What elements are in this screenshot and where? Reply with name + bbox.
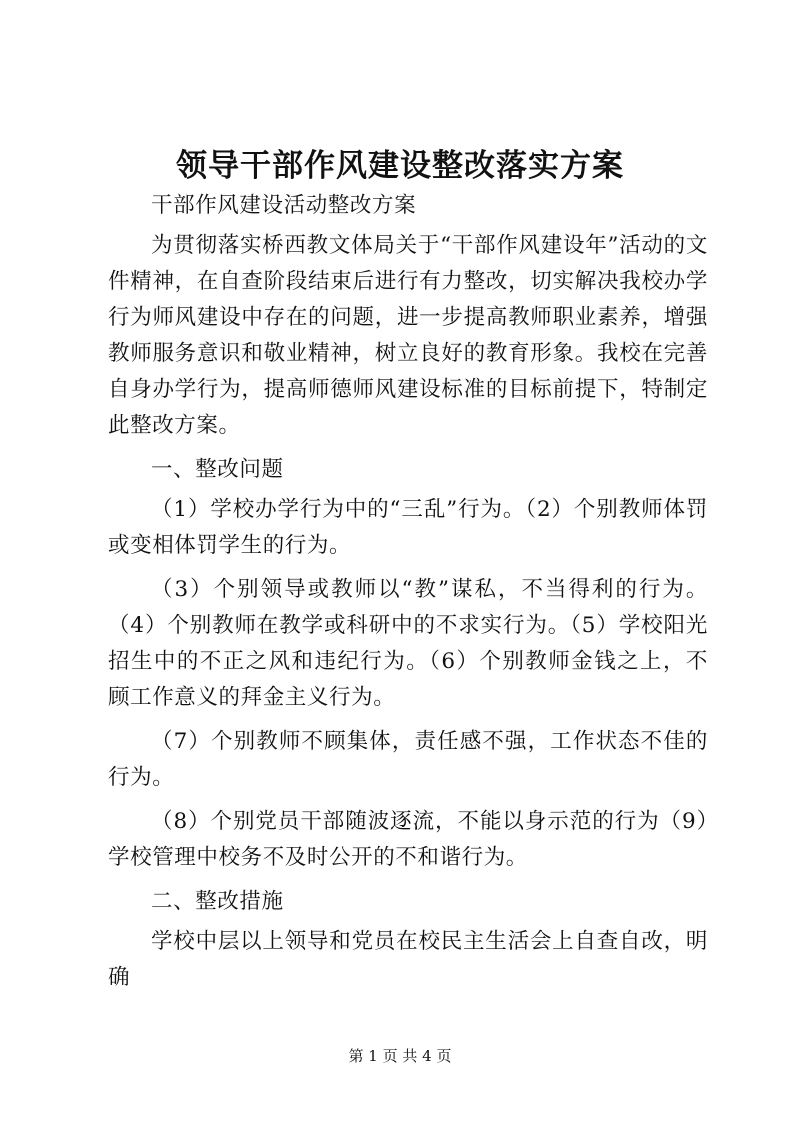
paragraph-intro: 为贯彻落实桥西教文体局关于“干部作风建设年”活动的文件精神，在自查阶段结束后进行有力整改，切实解决我校办学行为师风建设中存在的问题，进一步提高教师职业素养，增强教师服务意识和敬业精神，树立良好的教育形象。我校在完善自身办学行为，提高师德师风建设标准的目标前提下，特制定此整改方案。 [108,233,708,438]
paragraph-measures: 学校中层以上领导和党员在校民主生活会上自查自改，明确 [108,929,708,990]
section-heading-problems: 一、整改问题 [151,457,284,482]
paragraph-problem-1-2: （1）学校办学行为中的“三乱”行为。（2）个别教师体罚或变相体罚学生的行为。 [108,497,708,558]
paragraph-problem-8-9: （8）个别党员干部随波逐流，不能以身示范的行为（9）学校管理中校务不及时公开的不和谐行为。 [108,809,708,870]
paragraph-problem-3-6: （3）个别领导或教师以“教”谋私，不当得利的行为。（4）个别教师在教学或科研中的不求实行为。（5）学校阳光招生中的不正之风和违纪行为。（6）个别教师金钱之上，不顾工作意义的拜金主义行为。 [108,577,708,710]
document-title: 领导干部作风建设整改落实方案 [176,148,624,184]
page-footer: 第 1 页 共 4 页 [348,1047,452,1065]
paragraph-subtitle: 干部作风建设活动整改方案 [151,193,417,218]
document-body [108,188,708,1004]
section-heading-measures: 二、整改措施 [151,889,284,914]
paragraph-problem-7: （7）个别教师不顾集体，责任感不强，工作状态不佳的行为。 [108,729,708,790]
